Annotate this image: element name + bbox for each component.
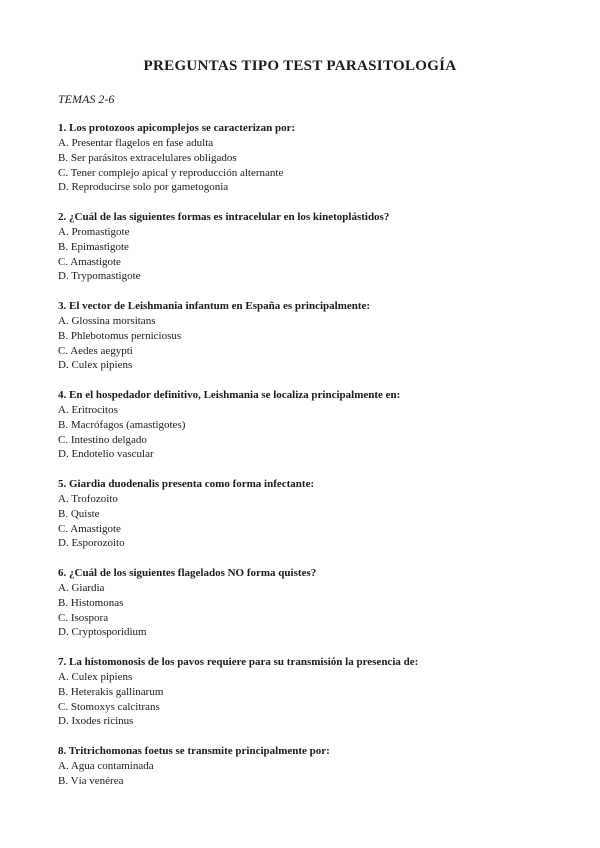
question-block-6 [58, 566, 558, 640]
answer-option: C. Isospora [58, 611, 109, 624]
question-text: 2. ¿Cuál de las siguientes formas es intracelular en los kinetoplástidos? [58, 210, 390, 223]
question-block-3 [58, 299, 558, 373]
answer-option: B. Epimastigote [58, 240, 129, 253]
answer-options [58, 136, 558, 195]
answer-options [58, 670, 558, 729]
answer-option: C. Stomoxys calcitrans [58, 700, 160, 713]
answer-option: A. Culex pipiens [58, 670, 133, 683]
answer-option: C. Amastigote [58, 255, 121, 268]
question-text: 6. ¿Cuál de los siguientes flagelados NO forma quistes? [58, 566, 317, 579]
answer-options [58, 314, 558, 373]
question-text: 1. Los protozoos apicomplejos se caracterizan por: [58, 122, 296, 134]
answer-option: C. Intestino delgado [58, 433, 147, 446]
answer-options [58, 403, 558, 462]
answer-option: B. Histomonas [58, 596, 124, 609]
question-block-8 [58, 744, 558, 789]
answer-option: D. Reproducirse solo por gametogonia [58, 181, 229, 194]
answer-option: A. Promastigote [58, 225, 130, 238]
question-block-1 [58, 121, 558, 195]
answer-option: A. Agua contaminada [58, 759, 154, 772]
question-block-2 [58, 210, 558, 284]
question-block-4 [58, 388, 558, 462]
answer-option: A. Giardia [58, 581, 105, 594]
question-text: 7. La histomonosis de los pavos requiere para su transmisión la presencia de: [58, 655, 419, 668]
answer-options [58, 581, 558, 640]
document-title: PREGUNTAS TIPO TEST PARASITOLOGÍA [143, 58, 457, 74]
answer-option: A. Trofozoito [58, 492, 118, 505]
answer-option: B. Quiste [58, 507, 100, 520]
answer-option: A. Glossina morsitans [58, 314, 156, 327]
answer-option: B. Heterakis gallinarum [58, 685, 164, 698]
answer-option: D. Endotelio vascular [58, 448, 154, 461]
answer-option: C. Aedes aegypti [58, 344, 133, 357]
question-block-7 [58, 655, 558, 729]
answer-option: C. Amastigote [58, 522, 121, 535]
answer-option: D. Ixodes ricinus [58, 715, 134, 728]
answer-options [58, 759, 558, 789]
question-block-5 [58, 477, 558, 551]
question-text: 3. El vector de Leishmania infantum en España es principalmente: [58, 299, 371, 312]
question-list [58, 121, 558, 803]
answer-option: B. Phlebotomus perniciosus [58, 329, 182, 342]
answer-option: A. Eritrocitos [58, 403, 118, 416]
question-text: 4. En el hospedador definitivo, Leishmania se localiza principalmente en: [58, 388, 401, 401]
answer-option: D. Trypomastigote [58, 270, 141, 283]
answer-option: B. Ser parásitos extracelulares obligados [58, 151, 237, 164]
answer-option: D. Culex pipiens [58, 359, 133, 372]
answer-option: B. Macrófagos (amastigotes) [58, 418, 186, 431]
question-text: 5. Giardia duodenalis presenta como forma infectante: [58, 477, 315, 490]
answer-options [58, 225, 558, 284]
answer-option: C. Tener complejo apical y reproducción alternante [58, 166, 284, 179]
answer-option: D. Cryptosporidium [58, 626, 147, 639]
answer-option: D. Esporozoito [58, 537, 125, 550]
document-subtitle: TEMAS 2-6 [58, 92, 115, 106]
answer-option: B. Vía venérea [58, 774, 124, 787]
answer-option: A. Presentar flagelos en fase adulta [58, 137, 214, 149]
question-text: 8. Tritrichomonas foetus se transmite principalmente por: [58, 744, 330, 757]
answer-options [58, 492, 558, 551]
